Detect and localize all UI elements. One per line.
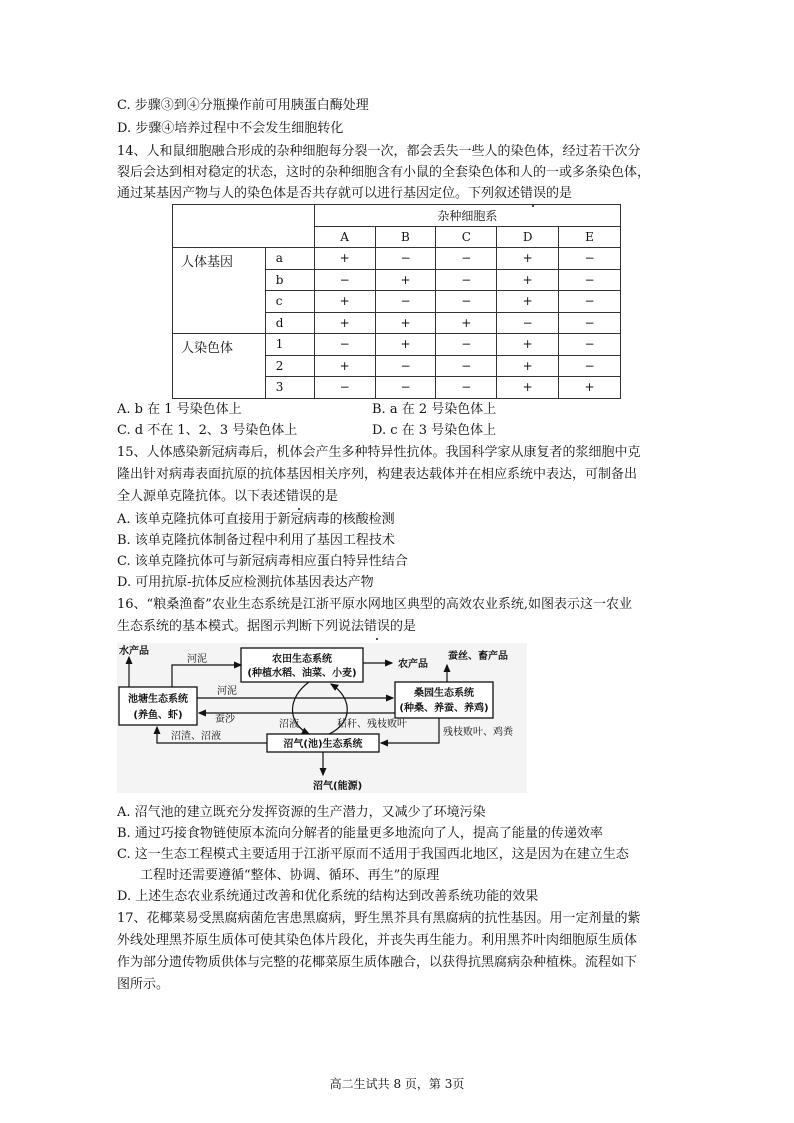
- q14-option-a: A. b 在 1 号染色体上: [117, 402, 242, 417]
- q15-option-b: B. 该单克隆抗体制备过程中利用了基因工程技术: [117, 533, 395, 548]
- table-cell: +: [497, 377, 559, 399]
- page-footer: 高二生试共 8 页，第 3页: [329, 1077, 465, 1091]
- mud-label-2: 河泥: [217, 686, 237, 697]
- q15-option-d: D. 可用抗原-抗体反应检测抗体基因表达产物: [117, 575, 374, 590]
- table-cell: +: [497, 334, 559, 356]
- emphasis-word: 错误: [364, 619, 391, 634]
- ecosystem-diagram: [117, 643, 527, 793]
- table-cell: −: [314, 377, 375, 399]
- q14-option-b: B. a 在 2 号染色体上: [372, 402, 497, 417]
- row-label: a: [265, 248, 314, 270]
- row-label: 3: [265, 377, 314, 399]
- table-cell: +: [314, 312, 375, 334]
- residue-label: 沼渣、沼液: [171, 731, 221, 742]
- q16-stem-line1: 16、“粮桑渔畜”农业生态系统是江浙平原水网地区典型的高效农业系统,如图表示这一农业: [117, 597, 632, 612]
- aquatic-products-label: 水产品: [119, 646, 149, 657]
- table-cell: −: [436, 248, 497, 270]
- q16-option-b: B. 通过巧接食物链使原本流向分解者的能量更多地流向了人，提高了能量的传递效率: [117, 826, 603, 841]
- table-cell: −: [559, 334, 621, 356]
- col-header: A: [314, 226, 375, 248]
- row-label: c: [265, 291, 314, 313]
- table-cell: −: [375, 377, 436, 399]
- biogas-title: 沼气(池)生态系统: [283, 739, 363, 750]
- q17-stem-line1: 17、花椰菜易受黑腐病菌危害患黑腐病，野生黑芥具有黑腐病的抗性基因。用一定剂量的紫: [117, 911, 641, 926]
- group-label-genes: 人体基因: [173, 248, 266, 334]
- col-header: B: [375, 226, 436, 248]
- biogas-energy-label: 沼气(能源): [313, 781, 363, 792]
- row-label: b: [265, 269, 314, 291]
- table-corner: [173, 205, 315, 248]
- group-label-chromosomes: 人染色体: [173, 334, 266, 399]
- field-title: 农田生态系统: [272, 654, 332, 665]
- table-cell: +: [314, 355, 375, 377]
- table-cell: +: [497, 291, 559, 313]
- pond-title: 池塘生态系统: [128, 694, 188, 705]
- field-subtitle: (种植水稻、油菜、小麦): [247, 668, 357, 679]
- table-cell: +: [314, 291, 375, 313]
- table-cell: −: [375, 291, 436, 313]
- q14-stem-line3: 通过某基因产物与人的染色体是否共存就可以进行基因定位。下列叙述错误的是: [117, 186, 573, 201]
- table-header: 杂种细胞系: [314, 205, 620, 227]
- q15-stem-line1: 15、人体感染新冠病毒后，机体会产生多种特异性抗体。我国科学家从康复者的浆细胞中克: [117, 445, 641, 460]
- silk-products-label: 蚕丝、畜产品: [448, 651, 508, 662]
- table-cell: −: [559, 291, 621, 313]
- farm-products-label: 农产品: [398, 659, 428, 670]
- q14-stem-line1: 14、人和鼠细胞融合形成的杂种细胞每分裂一次，都会丢失一些人的染色体，经过若干次分: [117, 144, 641, 159]
- table-cell: −: [559, 269, 621, 291]
- row-label: 2: [265, 355, 314, 377]
- biogas-liquid-label: 沼液: [279, 719, 299, 730]
- col-header: E: [559, 226, 621, 248]
- q16-option-c-line2: 工程时还需要遵循“整体、协调、循环、再生”的原理: [140, 868, 440, 883]
- q13-option-d: D. 步骤④培养过程中不会发生细胞转化: [117, 121, 344, 136]
- table-cell: −: [375, 355, 436, 377]
- q15-stem-line3: 全人源单克隆抗体。以下表述错误的是: [117, 489, 339, 504]
- table-cell: +: [559, 377, 621, 399]
- table-cell: −: [559, 355, 621, 377]
- emphasis-word: 错误: [286, 489, 313, 504]
- silkworm-waste-label: 蚕沙: [215, 714, 235, 725]
- row-label: 1: [265, 334, 314, 356]
- q16-option-d: D. 上述生态农业系统通过改善和优化系统的结构达到改善系统功能的效果: [117, 889, 539, 904]
- table-cell: −: [436, 334, 497, 356]
- table-cell: +: [314, 248, 375, 270]
- mulberry-subtitle: (种桑、养蚕、养鸡): [399, 703, 489, 714]
- q17-stem-line4: 图所示。: [117, 977, 170, 992]
- table-cell: +: [497, 248, 559, 270]
- table-cell: −: [314, 269, 375, 291]
- emphasis-word: 错误: [520, 186, 547, 201]
- table-cell: −: [436, 355, 497, 377]
- table-cell: −: [375, 248, 436, 270]
- table-cell: −: [497, 312, 559, 334]
- q15-option-a: A. 该单克隆抗体可直接用于新冠病毒的核酸检测: [117, 512, 395, 527]
- table-cell: −: [436, 377, 497, 399]
- hybrid-cell-table: [172, 204, 621, 399]
- mud-label-1: 河泥: [187, 654, 207, 665]
- q14-option-d: D. c 在 3 号染色体上: [372, 423, 497, 438]
- q15-stem-line2: 隆出针对病毒表面抗原的抗体基因相关序列，构建表达载体并在相应系统中表达，可制备出: [117, 467, 638, 482]
- table-cell: +: [375, 312, 436, 334]
- leaves-chicken-label: 残枝败叶、鸡粪: [443, 727, 513, 738]
- table-cell: −: [559, 312, 621, 334]
- q16-stem-line2: 生态系统的基本模式。据图示判断下列说法错误的是: [117, 619, 417, 634]
- q13-option-c: C. 步骤③到④分瓶操作前可用胰蛋白酶处理: [117, 98, 369, 113]
- pond-subtitle: (养鱼、虾): [133, 710, 183, 721]
- table-cell: +: [497, 269, 559, 291]
- q17-stem-line2: 外线处理黑芥原生质体可使其染色体片段化，并丧失再生能力。利用黑芥叶肉细胞原生质体: [117, 933, 638, 948]
- row-label: d: [265, 312, 314, 334]
- straw-label: 秸秆、残枝败叶: [337, 719, 407, 730]
- table-cell: −: [436, 291, 497, 313]
- table-cell: +: [497, 355, 559, 377]
- table-cell: −: [314, 334, 375, 356]
- col-header: C: [436, 226, 497, 248]
- col-header: D: [497, 226, 559, 248]
- q16-option-a: A. 沼气池的建立既充分发挥资源的生产潜力，又减少了环境污染: [117, 805, 486, 820]
- q15-option-c: C. 该单克隆抗体可与新冠病毒相应蛋白特异性结合: [117, 554, 408, 569]
- q14-stem-line2: 裂后会达到相对稳定的状态，这时的杂种细胞含有小鼠的全套染色体和人的一或多条染色体，: [117, 165, 651, 180]
- q16-option-c-line1: C. 这一生态工程模式主要适用于江浙平原而不适用于我国西北地区，这是因为在建立生态: [117, 847, 629, 862]
- table-cell: +: [375, 334, 436, 356]
- table-cell: +: [436, 312, 497, 334]
- q14-option-c: C. d 不在 1、2、3 号染色体上: [117, 423, 298, 438]
- table-cell: +: [375, 269, 436, 291]
- mulberry-title: 桑园生态系统: [414, 688, 474, 699]
- table-cell: −: [559, 248, 621, 270]
- q17-stem-line3: 作为部分遗传物质供体与完整的花椰菜原生质体融合，以获得抗黑腐病杂种植株。流程如下: [117, 955, 638, 970]
- table-cell: −: [436, 269, 497, 291]
